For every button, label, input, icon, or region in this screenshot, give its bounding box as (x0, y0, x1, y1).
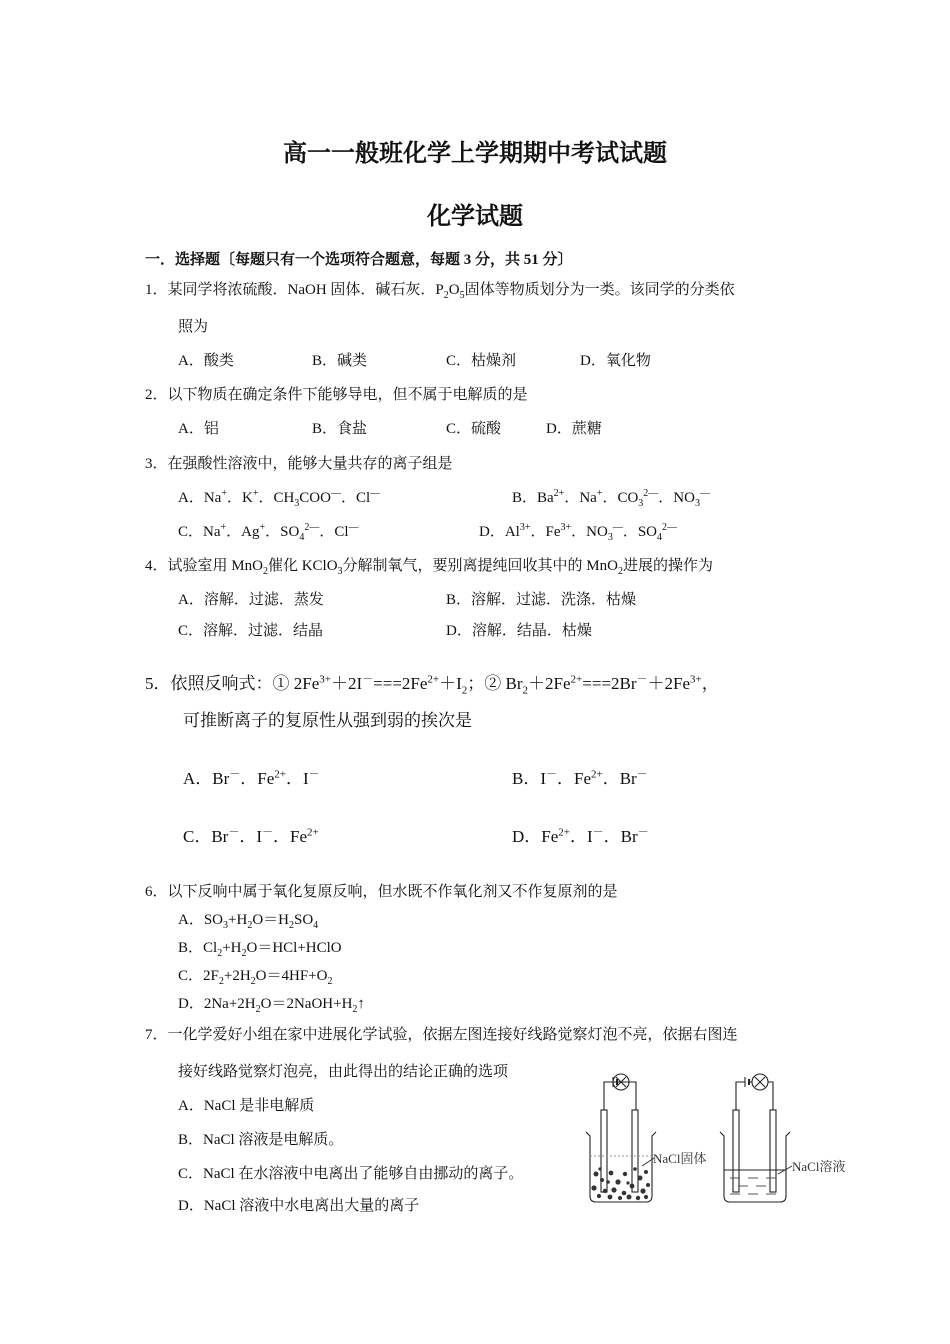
q6-option-c (178, 966, 332, 986)
q5-option-b (512, 768, 648, 790)
q6a-b1: 3 (223, 920, 229, 931)
q5-t9: ， (701, 674, 719, 693)
q5-t2: ＋2I (330, 674, 363, 693)
q5b-p2: ．Fe (557, 769, 591, 788)
q4-option-c: C．溶解．过滤．结晶 (178, 623, 324, 639)
q4-sub3: 2 (617, 566, 623, 577)
q3d-p4: ．SO (622, 524, 657, 540)
q5b-s1: － (546, 768, 557, 781)
q1-text-c: 固体等物质划分为一类。该同学的分类依 (464, 282, 735, 298)
q7-text: 一化学爱好小组在家中进展化学试验，依据左图连接好线路觉察灯泡不亮，依据右图连 (167, 1027, 738, 1043)
q3c-s2: + (259, 522, 266, 533)
left-electrode-b (632, 1110, 638, 1192)
q2-option-b: B．食盐 (312, 421, 368, 437)
left-label-nacl-solid: NaCl固体 (653, 1151, 707, 1166)
q3-option-b (512, 488, 710, 508)
left-wire (604, 1082, 630, 1138)
q7-stem-cont: 接好线路觉察灯泡亮，由此得出的结论正确的选项 (178, 1064, 509, 1080)
q2-option-a: A．铝 (178, 421, 219, 437)
q5-s1: 3+ (319, 673, 331, 686)
q1-stem-cont: 照为 (178, 319, 209, 335)
q3b-p4: ．NO (658, 490, 695, 506)
q3a-s5: — (370, 488, 381, 499)
q5-b4: 2 (461, 684, 468, 697)
q4-stem (145, 556, 713, 576)
q3-text: 在强酸性溶液中，能够大量共存的离子组是 (167, 456, 453, 472)
q3c-s4: — (348, 522, 359, 533)
q5-num: 5． (145, 674, 171, 693)
q1-sub2: 5 (459, 290, 465, 301)
q3b-p1: B．Ba (512, 490, 554, 506)
q4-sub2: 3 (337, 566, 343, 577)
q5b-s3: － (636, 768, 648, 781)
q3b-b3: 3 (638, 498, 644, 509)
q7-option-d: D．NaCl 溶液中水电离出大量的离子 (178, 1198, 420, 1214)
q5b-s2: 2+ (591, 768, 603, 781)
q3a-s2: + (252, 488, 259, 499)
right-label-nacl-solution: NaCl溶液 (792, 1159, 846, 1174)
q3-option-a (178, 488, 380, 508)
q3c-s1: + (220, 522, 227, 533)
q6-option-b (178, 938, 342, 958)
q5b-p3: ．Br (602, 769, 637, 788)
q3d-b3: 3 (607, 532, 613, 543)
q1-text-b: O (448, 282, 460, 298)
q3a-b3: 3 (294, 498, 300, 509)
q3c-p2: ．Ag (226, 524, 260, 540)
q6b-b2: 2 (241, 948, 247, 959)
q5-s7: － (636, 673, 648, 686)
q3d-p3: ．NO (571, 524, 608, 540)
q6d-p1: D．2Na+2H (178, 996, 256, 1012)
q3a-p3: ．CH (258, 490, 295, 506)
q3b-p3: ．CO (602, 490, 639, 506)
q1-option-b: B．碱类 (312, 353, 368, 369)
q6-num: 6． (145, 884, 168, 900)
q5d-s3: － (637, 826, 649, 839)
q7-option-b: B．NaCl 溶液是电解质。 (178, 1132, 344, 1148)
q1-stem (145, 280, 735, 300)
q3c-p1: C．Na (178, 524, 221, 540)
q3a-s1: + (221, 488, 227, 499)
q3c-p4: ．Cl (319, 524, 349, 540)
q6a-b3: 2 (288, 920, 294, 931)
q1-num: 1． (145, 282, 168, 298)
q7-option-a: A．NaCl 是非电解质 (178, 1098, 315, 1114)
q5-s2: － (362, 673, 374, 686)
q6c-b2: 2 (250, 976, 256, 987)
q5-t3: ===2Fe (373, 674, 428, 693)
q6d-p3: ↑ (357, 996, 365, 1012)
q3c-p3: ．SO (265, 524, 300, 540)
q5a-p3: ．I (286, 769, 309, 788)
q7-option-c: C．NaCl 在水溶液中电离出了能够自由挪动的离子。 (178, 1166, 524, 1182)
q1-option-c: C．枯燥剂 (446, 353, 517, 369)
q2-num: 2． (145, 387, 168, 403)
q3d-s3: — (612, 522, 623, 533)
q6a-p4: SO (293, 912, 314, 928)
q5c-p2: ．I (239, 827, 263, 846)
conductivity-diagram (580, 1070, 870, 1210)
right-electrode-a (733, 1110, 739, 1192)
q1-option-d: D．氧化物 (580, 353, 651, 369)
q6-option-d (178, 994, 365, 1014)
q6-option-a (178, 910, 318, 930)
section-heading-text: 一．选择题〔每题只有一个选项符合题意，每题 (145, 252, 461, 268)
q5-t1: 依照反响式：① 2Fe (170, 674, 320, 693)
q5d-p3: ．Br (603, 827, 638, 846)
q6c-p2: +2H (223, 968, 251, 984)
q7-stem (145, 1025, 738, 1045)
q3d-b4: 4 (657, 532, 662, 543)
q3a-p4: COO (299, 490, 331, 506)
q2-text: 以下物质在确定条件下能够导电，但不属于电解质的是 (167, 387, 528, 403)
q4-option-b: B．溶解．过滤．洗涤．枯燥 (446, 592, 637, 608)
q6a-b2: 2 (247, 920, 253, 931)
section-tail: 分〕 (542, 252, 573, 268)
q5-s6: 2+ (570, 673, 583, 686)
q5-t4: ＋I (439, 674, 462, 693)
q5-t5: ；② Br (467, 674, 523, 693)
q3-option-c (178, 522, 359, 542)
q6a-p1: A．SO (178, 912, 224, 928)
q5-option-d (512, 826, 649, 848)
q4-sub1: 2 (262, 566, 268, 577)
q6d-b1: 2 (255, 1004, 261, 1015)
q5d-s2: － (592, 826, 604, 839)
q6b-b1: 2 (217, 948, 223, 959)
q6c-p3: O＝4HF+O (255, 968, 328, 984)
q3c-b3: 4 (299, 532, 305, 543)
q6b-p1: B．Cl (178, 940, 218, 956)
q6d-p2: O＝2NaOH+H (260, 996, 353, 1012)
right-beaker (720, 1132, 790, 1202)
q2-stem (145, 385, 528, 405)
left-solid-nacl (591, 1167, 650, 1200)
q3d-s4: 2— (662, 522, 677, 533)
q3b-s2: + (596, 488, 603, 499)
right-electrode-b (770, 1110, 776, 1192)
q4-text-a: 试验室用 MnO (167, 558, 263, 574)
q3b-s4: — (699, 488, 710, 499)
q2-option-d: D．蔗糖 (546, 421, 602, 437)
q4-num: 4． (145, 558, 168, 574)
q3b-s3: 2— (643, 488, 659, 499)
q5-stem (145, 673, 719, 695)
left-apparatus (586, 1074, 656, 1202)
q5-t8: ＋2Fe (647, 674, 691, 693)
q3a-s4: — (330, 488, 341, 499)
q5-s3: 2+ (427, 673, 440, 686)
q6b-p3: O＝HCl+HClO (246, 940, 342, 956)
q6d-b2: 2 (352, 1004, 358, 1015)
q3d-s2: 3+ (560, 522, 572, 533)
q5d-p2: ．I (570, 827, 593, 846)
q3d-p1: D．Al (479, 524, 520, 540)
q3-option-d (479, 522, 677, 542)
q5-t7: ===2Br (582, 674, 637, 693)
q6a-b4: 4 (313, 920, 319, 931)
q5-option-c (183, 826, 319, 848)
q3a-p1: A．Na (178, 490, 222, 506)
q5d-p1: D．Fe (512, 827, 559, 846)
q3a-p2: ．K (226, 490, 253, 506)
q5a-s3: － (308, 768, 320, 781)
q5-s8: 3+ (690, 673, 702, 686)
q5a-s1: － (229, 768, 241, 781)
q3-num: 3． (145, 456, 168, 472)
q5a-s2: 2+ (274, 768, 286, 781)
section-score-total: 51 (523, 252, 539, 268)
q3b-s1: 2+ (553, 488, 565, 499)
q3b-b4: 3 (694, 498, 700, 509)
q5d-s1: 2+ (558, 826, 570, 839)
q4-text-d: 进展的操作为 (622, 558, 713, 574)
section-score-each: 3 (463, 252, 472, 268)
exam-title: 高一一般班化学上学期期中考试试题 (283, 141, 667, 167)
q5-stem-cont: 可推断离子的复原性从强到弱的挨次是 (183, 711, 472, 730)
q3d-s1: 3+ (519, 522, 531, 533)
right-apparatus (720, 1074, 790, 1202)
q5-b5: 2 (522, 684, 529, 697)
q7-num: 7． (145, 1027, 168, 1043)
q6c-b3: 2 (327, 976, 333, 987)
q5c-p1: C．Br (183, 827, 229, 846)
q6-stem (145, 882, 618, 902)
q5c-s3: 2+ (307, 826, 319, 839)
q6a-p2: +H (228, 912, 248, 928)
q3c-s3: 2— (304, 522, 320, 533)
q6-text: 以下反响中属于氧化复原反响，但水既不作氧化剂又不作复原剂的是 (167, 884, 618, 900)
q1-sub1: 2 (443, 290, 449, 301)
q6b-p2: +H (222, 940, 242, 956)
q4-text-b: 催化 KClO (267, 558, 338, 574)
q6a-p3: O＝H (252, 912, 289, 928)
q3-stem (145, 454, 453, 474)
q3d-p2: ．Fe (530, 524, 561, 540)
q5c-s1: － (228, 826, 240, 839)
q5a-p2: ．Fe (240, 769, 275, 788)
section-heading (145, 248, 573, 269)
q6c-b1: 2 (218, 976, 224, 987)
q5c-s2: － (262, 826, 274, 839)
exam-subtitle: 化学试题 (427, 204, 523, 230)
section-mid: 分，共 (475, 252, 521, 268)
q1-text-a: 某同学将浓硫酸．NaOH 固体．碱石灰．P (167, 282, 444, 298)
q1-option-a: A．酸类 (178, 353, 234, 369)
q4-option-a: A．溶解．过滤．蒸发 (178, 592, 324, 608)
q5b-p1: B．I (512, 769, 546, 788)
q4-option-d: D．溶解．结晶．枯燥 (446, 623, 592, 639)
q4-text-c: 分解制氧气，要别离提纯回收其中的 MnO (342, 558, 618, 574)
q3b-p2: ．Na (564, 490, 597, 506)
q2-option-c: C．硫酸 (446, 421, 502, 437)
q6c-p1: C．2F (178, 968, 219, 984)
q5-option-a (183, 768, 320, 790)
q5a-p1: A．Br (183, 769, 230, 788)
q5-t6: ＋2Fe (528, 674, 571, 693)
q5c-p3: ．Fe (273, 827, 308, 846)
q3a-p5: ．Cl (340, 490, 371, 506)
